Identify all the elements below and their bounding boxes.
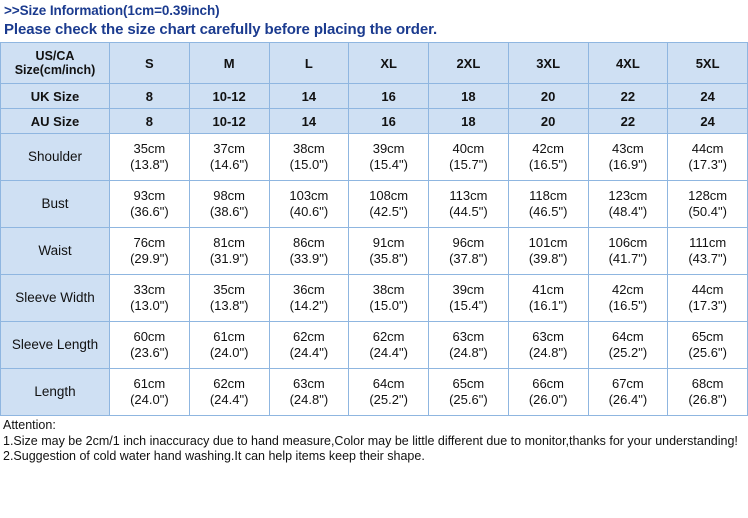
value-cm: 98cm (213, 188, 246, 203)
shoulder-0 (110, 134, 190, 181)
au-size-6: 22 (588, 109, 668, 134)
value-cm: 65cm (691, 329, 724, 344)
value-inch: (35.8") (369, 251, 408, 266)
shoulder-1 (189, 134, 269, 181)
uk-size-4: 18 (429, 84, 509, 109)
bust-5 (508, 181, 588, 228)
bust-3 (349, 181, 429, 228)
table-header-row (1, 43, 748, 84)
value-inch: (14.2") (289, 298, 329, 313)
value-inch: (17.3") (688, 157, 727, 172)
corner-label-line1: US/CA (35, 49, 75, 63)
corner-label-line2: Size(cm/inch) (14, 63, 96, 77)
value-cm: 76cm (133, 235, 166, 250)
value-inch: (16.1") (528, 298, 568, 313)
value-inch: (16.5") (608, 298, 648, 313)
value-cm: 40cm (452, 141, 485, 156)
value-inch: (24.4") (209, 392, 249, 407)
au-size-5: 20 (508, 109, 588, 134)
shoulder-3 (349, 134, 429, 181)
uk-size-1: 10-12 (189, 84, 269, 109)
uk-size-2: 14 (269, 84, 349, 109)
page-title: >>Size Information(1cm=0.39inch) (4, 3, 220, 18)
value-cm: 60cm (133, 329, 166, 344)
row-label-sleeve-length: Sleeve Length (1, 322, 110, 369)
value-cm: 41cm (532, 282, 565, 297)
value-inch: (40.6") (289, 204, 329, 219)
value-cm: 101cm (528, 235, 568, 250)
value-inch: (26.0") (528, 392, 568, 407)
length-2 (269, 369, 349, 416)
value-cm: 64cm (372, 376, 405, 391)
sleeve-width-3 (349, 275, 429, 322)
column-header-6: 4XL (588, 43, 668, 84)
column-header-7: 5XL (668, 43, 748, 84)
value-inch: (17.3") (688, 298, 727, 313)
value-cm: 123cm (608, 188, 648, 203)
length-5 (508, 369, 588, 416)
size-chart-table (0, 42, 748, 416)
value-cm: 62cm (213, 376, 246, 391)
column-header-2: L (269, 43, 349, 84)
table-row (1, 369, 748, 416)
waist-6 (588, 228, 668, 275)
table-row (1, 181, 748, 228)
length-3 (349, 369, 429, 416)
uk-size-5: 20 (508, 84, 588, 109)
row-label-waist: Waist (1, 228, 110, 275)
value-inch: (24.0") (130, 392, 169, 407)
value-cm: 36cm (292, 282, 325, 297)
table-row (1, 275, 748, 322)
value-inch: (37.8") (449, 251, 488, 266)
shoulder-5 (508, 134, 588, 181)
value-cm: 43cm (611, 141, 644, 156)
value-cm: 96cm (452, 235, 485, 250)
value-cm: 64cm (611, 329, 644, 344)
value-inch: (50.4") (688, 204, 727, 219)
value-inch: (41.7") (608, 251, 648, 266)
value-cm: 113cm (449, 188, 488, 203)
shoulder-6 (588, 134, 668, 181)
value-cm: 44cm (691, 282, 724, 297)
notes-heading: Attention: (3, 418, 56, 432)
value-cm: 33cm (133, 282, 166, 297)
column-header-3: XL (349, 43, 429, 84)
value-inch: (24.4") (289, 345, 329, 360)
sleeve-length-7 (668, 322, 748, 369)
value-inch: (26.4") (608, 392, 648, 407)
au-size-4: 18 (429, 109, 509, 134)
value-inch: (25.6") (688, 345, 727, 360)
value-inch: (13.0") (130, 298, 169, 313)
au-size-3: 16 (349, 109, 429, 134)
table-row-uk-size (1, 84, 748, 109)
value-cm: 35cm (213, 282, 246, 297)
value-inch: (15.0") (369, 298, 408, 313)
value-inch: (15.4") (449, 298, 488, 313)
sleeve-width-4 (429, 275, 509, 322)
row-label-uk-size: UK Size (1, 84, 110, 109)
value-cm: 91cm (372, 235, 405, 250)
table-row (1, 134, 748, 181)
row-label-length: Length (1, 369, 110, 416)
column-header-5: 3XL (508, 43, 588, 84)
value-cm: 61cm (133, 376, 166, 391)
value-cm: 93cm (133, 188, 166, 203)
corner-label (1, 43, 110, 84)
uk-size-7: 24 (668, 84, 748, 109)
length-6 (588, 369, 668, 416)
length-1 (189, 369, 269, 416)
value-cm: 63cm (532, 329, 565, 344)
sleeve-width-0 (110, 275, 190, 322)
uk-size-6: 22 (588, 84, 668, 109)
value-inch: (31.9") (209, 251, 249, 266)
value-cm: 42cm (532, 141, 565, 156)
value-inch: (25.6") (449, 392, 488, 407)
value-inch: (15.0") (289, 157, 329, 172)
note-line-1: 1.Size may be 2cm/1 inch inaccuracy due to hand measure,Color may be little different due to monitor,thanks for your understanding! (3, 433, 738, 448)
table-row (1, 228, 748, 275)
value-cm: 62cm (292, 329, 325, 344)
value-inch: (24.8") (449, 345, 488, 360)
shoulder-7 (668, 134, 748, 181)
shoulder-4 (429, 134, 509, 181)
value-inch: (13.8") (209, 298, 249, 313)
row-label-sleeve-width: Sleeve Width (1, 275, 110, 322)
bust-1 (189, 181, 269, 228)
value-cm: 108cm (369, 188, 409, 203)
bust-0 (110, 181, 190, 228)
value-inch: (24.8") (528, 345, 568, 360)
table-row-au-size (1, 109, 748, 134)
value-cm: 118cm (529, 188, 568, 203)
column-header-1: M (189, 43, 269, 84)
value-inch: (15.4") (369, 157, 408, 172)
waist-7 (668, 228, 748, 275)
sleeve-length-1 (189, 322, 269, 369)
length-4 (429, 369, 509, 416)
value-inch: (43.7") (688, 251, 727, 266)
size-chart-body (1, 43, 748, 416)
value-inch: (44.5") (449, 204, 488, 219)
row-label-bust: Bust (1, 181, 110, 228)
value-cm: 68cm (691, 376, 724, 391)
value-cm: 103cm (289, 188, 329, 203)
value-inch: (39.8") (528, 251, 568, 266)
sleeve-width-7 (668, 275, 748, 322)
waist-3 (349, 228, 429, 275)
au-size-2: 14 (269, 109, 349, 134)
value-cm: 67cm (611, 376, 644, 391)
attention-notes (0, 416, 748, 465)
value-inch: (23.6") (130, 345, 169, 360)
bust-2 (269, 181, 349, 228)
value-inch: (48.4") (608, 204, 648, 219)
au-size-0: 8 (110, 109, 190, 134)
note-line-2: 2.Suggestion of cold water hand washing.It can help items keep their shape. (3, 449, 425, 463)
value-inch: (14.6") (209, 157, 249, 172)
value-cm: 63cm (292, 376, 325, 391)
bust-4 (429, 181, 509, 228)
value-cm: 38cm (372, 282, 405, 297)
sleeve-width-2 (269, 275, 349, 322)
sleeve-length-2 (269, 322, 349, 369)
sleeve-length-5 (508, 322, 588, 369)
sleeve-width-1 (189, 275, 269, 322)
sleeve-length-4 (429, 322, 509, 369)
value-cm: 86cm (292, 235, 325, 250)
value-inch: (25.2") (369, 392, 408, 407)
row-label-au-size: AU Size (1, 109, 110, 134)
au-size-1: 10-12 (189, 109, 269, 134)
value-inch: (36.6") (130, 204, 169, 219)
bust-6 (588, 181, 668, 228)
value-cm: 42cm (611, 282, 644, 297)
value-inch: (38.6") (209, 204, 249, 219)
length-7 (668, 369, 748, 416)
au-size-7: 24 (668, 109, 748, 134)
value-inch: (46.5") (528, 204, 568, 219)
value-inch: (16.5") (528, 157, 568, 172)
value-inch: (15.7") (449, 157, 488, 172)
waist-5 (508, 228, 588, 275)
value-cm: 39cm (452, 282, 485, 297)
value-cm: 128cm (688, 188, 728, 203)
sleeve-width-5 (508, 275, 588, 322)
column-header-0: S (110, 43, 190, 84)
value-inch: (24.8") (289, 392, 329, 407)
value-cm: 38cm (292, 141, 325, 156)
sleeve-length-6 (588, 322, 668, 369)
value-inch: (16.9") (608, 157, 648, 172)
value-inch: (25.2") (608, 345, 648, 360)
sleeve-length-3 (349, 322, 429, 369)
value-cm: 35cm (133, 141, 166, 156)
value-cm: 66cm (532, 376, 565, 391)
value-inch: (42.5") (369, 204, 408, 219)
value-inch: (24.4") (369, 345, 408, 360)
bust-7 (668, 181, 748, 228)
value-inch: (33.9") (289, 251, 329, 266)
waist-0 (110, 228, 190, 275)
uk-size-3: 16 (349, 84, 429, 109)
value-cm: 37cm (213, 141, 246, 156)
sleeve-length-0 (110, 322, 190, 369)
value-cm: 65cm (452, 376, 485, 391)
page-subtitle: Please check the size chart carefully before placing the order. (4, 21, 438, 38)
waist-4 (429, 228, 509, 275)
value-cm: 81cm (213, 235, 246, 250)
value-cm: 39cm (372, 141, 405, 156)
value-cm: 61cm (213, 329, 246, 344)
value-inch: (29.9") (130, 251, 169, 266)
waist-2 (269, 228, 349, 275)
value-inch: (13.8") (130, 157, 169, 172)
row-label-shoulder: Shoulder (1, 134, 110, 181)
value-cm: 106cm (608, 235, 648, 250)
column-header-4: 2XL (429, 43, 509, 84)
value-cm: 111cm (689, 235, 727, 250)
value-cm: 62cm (372, 329, 405, 344)
table-row (1, 322, 748, 369)
value-cm: 44cm (691, 141, 724, 156)
value-cm: 63cm (452, 329, 485, 344)
sleeve-width-6 (588, 275, 668, 322)
value-inch: (26.8") (688, 392, 727, 407)
waist-1 (189, 228, 269, 275)
uk-size-0: 8 (110, 84, 190, 109)
value-inch: (24.0") (209, 345, 249, 360)
shoulder-2 (269, 134, 349, 181)
length-0 (110, 369, 190, 416)
